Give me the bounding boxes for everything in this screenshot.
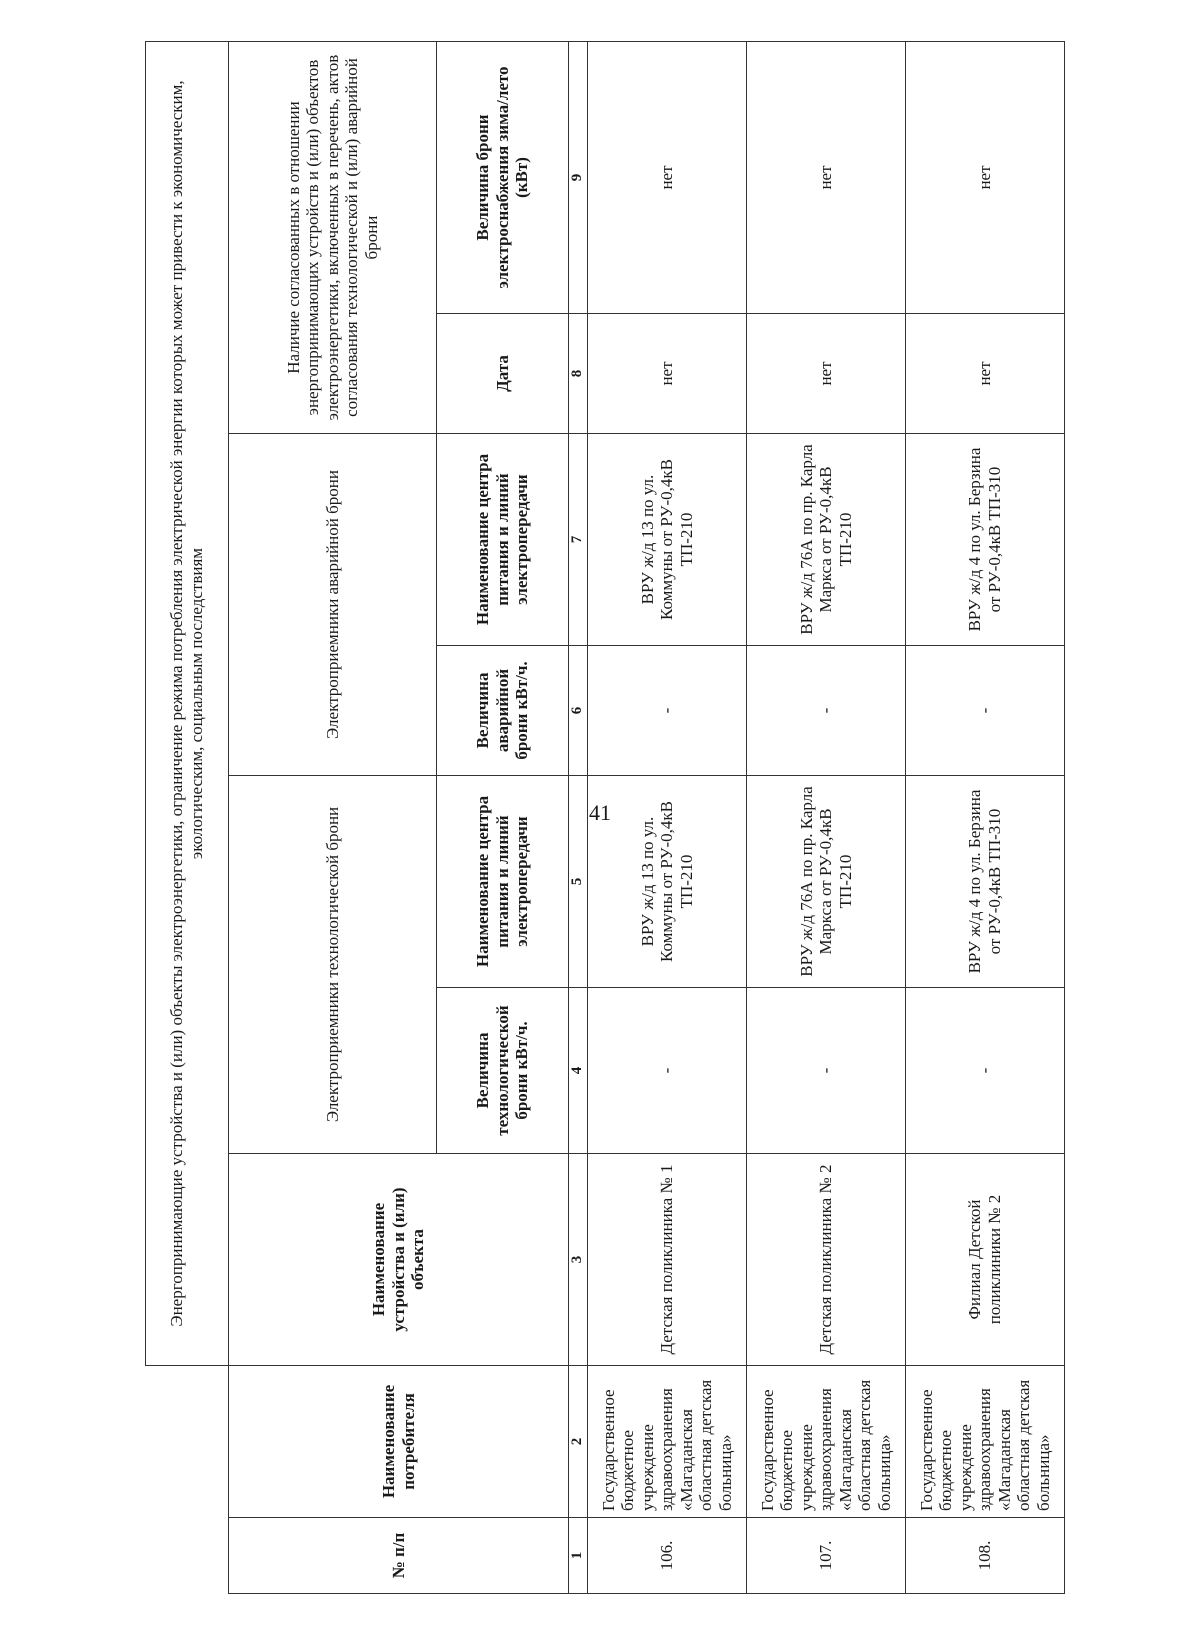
row-num: 108. [906,1518,1065,1594]
row-num: 107. [747,1518,906,1594]
title-row [146,42,229,1594]
energy-reserve-table [145,41,1065,1594]
header-agree-group: Наличие согласованных в отношении энергопринимающих устройств и (или) объектов электроэнергетики, включенных в перечень, актов согласования технологической и (или) аварийной брони [229,42,437,434]
row-value: нет [588,42,747,314]
column-number: 9 [569,42,588,314]
row-emerg-center: ВРУ ж/д 4 по ул. Берзина от РУ-0,4кВ ТП-310 [906,434,1065,646]
column-number: 2 [569,1366,588,1518]
table-row [747,42,906,1594]
header-agree-value: Величина брони электроснабжения зима/лето (кВт) [437,42,569,314]
row-emerg-value: - [906,646,1065,776]
header-num: № п/п [229,1518,569,1594]
header-tech-group: Электроприемники технологической брони [229,776,437,1154]
row-object: Филиал Детской поликлиники № 2 [906,1154,1065,1366]
header-agree-date: Дата [437,314,569,434]
row-num: 106. [588,1518,747,1594]
column-number: 5 [569,776,588,988]
header-tech-center: Наименование центра питания и линий электропередачи [437,776,569,988]
row-emerg-value: - [588,646,747,776]
page-number: 41 [589,800,611,825]
row-object: Детская поликлиника № 1 [588,1154,747,1366]
column-numbers-row [569,42,588,1594]
rotated-table-sheet [145,42,1065,1594]
header-emerg-group: Электроприемники аварийной брони [229,434,437,776]
row-tech-value: - [747,988,906,1154]
row-date: нет [588,314,747,434]
row-date: нет [906,314,1065,434]
row-tech-center: ВРУ ж/д 76А по пр. Карла Маркса от РУ-0,4кВ ТП-210 [747,776,906,988]
column-number: 4 [569,988,588,1154]
header-emerg-value: Величина аварийной брони кВт/ч. [437,646,569,776]
table-row [588,42,747,1594]
column-number: 6 [569,646,588,776]
row-emerg-value: - [747,646,906,776]
header-emerg-center: Наименование центра питания и линий электропередачи [437,434,569,646]
header-object: Наименование устройства и (или) объекта [229,1154,569,1366]
row-value: нет [906,42,1065,314]
column-number: 8 [569,314,588,434]
row-tech-center: ВРУ ж/д 4 по ул. Берзина от РУ-0,4кВ ТП-310 [906,776,1065,988]
header-row-1 [229,42,437,1594]
row-emerg-center: ВРУ ж/д 76А по пр. Карла Маркса от РУ-0,4кВ ТП-210 [747,434,906,646]
row-tech-center: ВРУ ж/д 13 по ул. Коммуны от РУ-0,4кВ ТП-210 [588,776,747,988]
row-date: нет [747,314,906,434]
header-tech-value: Величина технологической брони кВт/ч. [437,988,569,1154]
row-object: Детская поликлиника № 2 [747,1154,906,1366]
column-number: 7 [569,434,588,646]
row-emerg-center: ВРУ ж/д 13 по ул. Коммуны от РУ-0,4кВ ТП-210 [588,434,747,646]
header-consumer: Наименование потребителя [229,1366,569,1518]
row-value: нет [747,42,906,314]
row-consumer: Государственное бюджетное учреждение здравоохранения «Магаданская областная детская больница» [747,1366,906,1518]
table-row [906,42,1065,1594]
row-tech-value: - [906,988,1065,1154]
row-tech-value: - [588,988,747,1154]
corner-cell [146,1366,229,1594]
column-number: 1 [569,1518,588,1594]
column-number: 3 [569,1154,588,1366]
row-consumer: Государственное бюджетное учреждение здравоохранения «Магаданская областная детская больница» [906,1366,1065,1518]
row-consumer: Государственное бюджетное учреждение здравоохранения «Магаданская областная детская больница» [588,1366,747,1518]
table-title: Энергопринимающие устройства и (или) объекты электроэнергетики, ограничение режима потребления электрической энергии которых может привести к экономическим, экологическим, социальным последствиям [146,42,229,1366]
